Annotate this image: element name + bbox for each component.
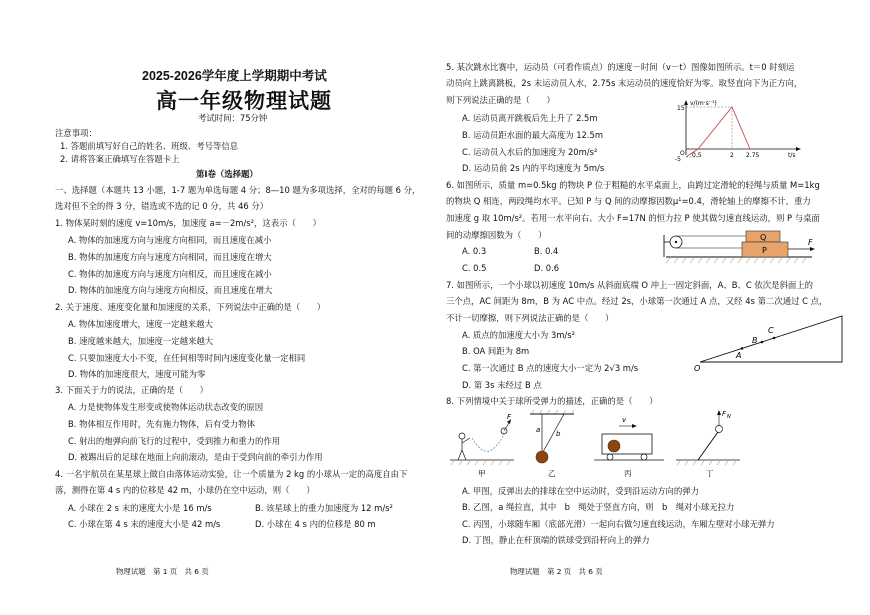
page-2-footer: 物理试题 第 2 页 共 6 页 <box>510 567 603 576</box>
graph-ylabel: v/(m·s⁻¹) <box>690 100 717 107</box>
graph-xtick-0.5: 0.5 <box>692 152 702 159</box>
figure-yi <box>530 410 574 478</box>
q2-option-d: D. 物体的加速度很大，速度可能为零 <box>68 369 206 379</box>
q2-stem: 2. 关于速度、速度变化量和加速度的关系，下列说法中正确的是（ ） <box>55 302 326 312</box>
graph-origin: O <box>680 150 685 157</box>
q5-option-b: B. 运动员距水面的最大高度为 12.5m <box>462 130 604 140</box>
caption-yi: 乙 <box>548 469 556 478</box>
caption-ding: 丁 <box>706 469 714 478</box>
q6-stem-line3: 加速度 g 取 10m/s²。若用一水平向右、大小 F=17N 的恒力拉 P 使其做匀速直线运动，则 P 与桌面 <box>446 213 820 223</box>
note-1: 1. 答题前填写好自己的姓名、班级、考号等信息 <box>60 141 239 151</box>
exam-header: 2025-2026学年度上学期期中考试 <box>142 69 327 83</box>
exam-time: 考试时间：75分钟 <box>198 113 268 123</box>
point-c-label: C <box>768 326 774 335</box>
q1-stem: 1. 物体某时刻的速度 v=10m/s，加速度 a=－2m/s²，这表示（ ） <box>55 218 322 228</box>
q4-option-b: B. 该星球上的重力加速度为 12 m/s² <box>255 503 393 513</box>
q6-option-a: A. 0.3 <box>462 246 487 256</box>
q8-option-d: D. 丁图，静止在杆顶端的铁球受到沿杆向上的弹力 <box>462 535 650 545</box>
q6-stem-line4: 间的动摩擦因数为（ ） <box>446 230 547 240</box>
q7-stem-line3: 不计一切摩擦，则下列说法正确的是（ ） <box>446 313 614 323</box>
q2-option-b: B. 速度越来越大，加速度一定越来越大 <box>68 336 214 346</box>
q8-option-a: A. 甲图，反弹出去的排球在空中运动时，受到沿运动方向的弹力 <box>462 486 700 496</box>
point-o-label: O <box>694 364 701 373</box>
q3-option-b: B. 物体相互作用时，先有施力物体，后有受力物体 <box>68 419 255 429</box>
q2-option-c: C. 只要加速度大小不变，在任何相等时间内速度变化量一定相同 <box>68 353 306 363</box>
q7-option-d: D. 第 3s 末经过 B 点 <box>462 380 542 390</box>
q7-stem-line1: 7. 如图所示，一个小球以初速度 10m/s 从斜面底端 O 冲上一固定斜面，A、B、C 依次是斜面上的 <box>446 280 814 290</box>
q2-option-a: A. 物体加速度增大，速度一定越来越大 <box>68 319 213 329</box>
q8-option-b: B. 乙图，a 绳拉直，其中 b 绳处于竖直方向，则 b 绳对小球无拉力 <box>462 502 735 512</box>
q5-stem-line2: 动员向上跳离跳板，2s 末运动员入水，2.75s 末运动员的速度恰好为零。取竖直向下为正方向， <box>446 78 803 88</box>
graph-y-top: 15 <box>677 105 685 112</box>
ding-normal-force-subscript: N <box>727 414 731 420</box>
yi-rope-b-label: b <box>556 430 561 438</box>
q6-option-b: B. 0.4 <box>534 246 559 256</box>
page-2 <box>436 0 870 615</box>
q3-option-c: C. 射出的炮弹向前飞行的过程中，受到推力和重力的作用 <box>68 436 281 446</box>
force-f-label: F <box>808 238 813 247</box>
q3-option-a: A. 力是使物体发生形变或使物体运动状态改变的原因 <box>68 402 264 412</box>
page-title: 高一年级物理试题 <box>156 88 332 113</box>
notes-title: 注意事项： <box>55 128 97 138</box>
q7-stem-line2: 三个点，AC 间距为 8m，B 为 AC 中点。经过 2s，小球第一次通过 A 点，又经 4s 第二次通过 C 点， <box>446 296 828 306</box>
part1-instructions-line1: 一、选择题（本题共 13 小题，1-7 题为单选每题 4 分；8—10 题为多项选择，全对的每题 6 分， <box>55 185 421 195</box>
q7-option-c: C. 第一次通过 B 点的速度大小一定为 2√3 m/s <box>462 363 639 373</box>
yi-rope-a-label: a <box>536 426 541 434</box>
figure-ding <box>676 410 740 478</box>
q6-pulley-diagram <box>662 225 820 265</box>
graph-y-bottom: -5 <box>675 156 681 163</box>
q4-stem-line2: 落，测得在第 4 s 内的位移是 42 m，小球仍在空中运动，则（ ） <box>55 485 315 495</box>
q5-option-c: C. 运动员入水后的加速度为 20m/s² <box>462 147 598 157</box>
q3-option-d: D. 被踢出后的足球在地面上向前滚动，是由于受到向前的牵引力作用 <box>68 452 323 462</box>
graph-xtick-2.75: 2.75 <box>746 152 760 159</box>
part1-instructions-line2: 选对但不全的得 3 分，错选或不选的记 0 分，共 46 分） <box>55 201 269 211</box>
q8-stem: 8. 下列情境中关于球所受弹力的描述，正确的是（ ） <box>446 396 658 406</box>
q5-stem-line1: 5. 某次跳水比赛中，运动员（可看作质点）的速度－时间（v－t）图像如图所示。t＝0 时刻运 <box>446 62 795 72</box>
page-1-footer: 物理试题 第 1 页 共 6 页 <box>116 567 209 576</box>
q4-option-c: C. 小球在第 4 s 末的速度大小是 42 m/s <box>68 519 221 529</box>
jia-force-label: F <box>507 413 512 421</box>
q7-incline-diagram <box>692 310 852 372</box>
q1-option-b: B. 物体的加速度方向与速度方向相同，而且速度在增大 <box>68 252 272 262</box>
q5-option-a: A. 运动员离开跳板后先上升了 2.5m <box>462 113 598 123</box>
q4-stem-line1: 4. 一名宇航员在某星球上做自由落体运动实验，让一个质量为 2 kg 的小球从一定的高度自由下 <box>55 469 408 479</box>
q6-stem-line1: 6. 如图所示，质量 m=0.5kg 的物块 P 位于粗糙的水平桌面上，由跨过定滑轮的轻绳与质量 M=1kg <box>446 180 820 190</box>
figure-bing <box>594 416 664 478</box>
point-a-label: A <box>736 351 742 360</box>
block-q-label: Q <box>760 233 767 242</box>
q4-option-a: A. 小球在 2 s 末的速度大小是 16 m/s <box>68 503 212 513</box>
q6-option-d: D. 0.6 <box>534 263 560 273</box>
q3-stem: 3. 下面关于力的说法，正确的是（ ） <box>55 385 209 395</box>
q6-option-c: C. 0.5 <box>462 263 487 273</box>
q7-option-b: B. OA 间距为 8m <box>462 346 530 356</box>
graph-xtick-2: 2 <box>730 152 734 159</box>
caption-bing: 丙 <box>624 469 632 478</box>
note-2: 2. 请将答案正确填写在答题卡上 <box>60 154 180 164</box>
figure-jia <box>450 413 514 478</box>
q1-option-c: C. 物体的加速度方向与速度方向相反，而且速度在减小 <box>68 269 272 279</box>
point-b-label: B <box>752 336 758 345</box>
q1-option-a: A. 物体的加速度方向与速度方向相同，而且速度在减小 <box>68 235 272 245</box>
q8-figures <box>444 408 744 480</box>
section-title: 第Ⅰ卷（选择题） <box>196 169 258 179</box>
bing-velocity-label: v <box>622 416 627 424</box>
block-p-label: P <box>762 246 767 255</box>
q8-option-c: C. 丙图，小球随车厢（底部光滑）一起向右做匀速直线运动，车厢左壁对小球无弹力 <box>462 519 775 529</box>
q5-option-d: D. 运动员前 2s 内的平均速度为 5m/s <box>462 163 605 173</box>
q5-stem-line3: 则下列说法正确的是（ ） <box>446 95 555 105</box>
q4-option-d: D. 小球在 4 s 内的位移是 80 m <box>255 519 376 529</box>
caption-jia: 甲 <box>478 469 486 478</box>
ding-normal-force-label: F <box>722 410 727 418</box>
graph-xlabel: t/s <box>788 152 796 159</box>
q7-option-a: A. 质点的加速度大小为 3m/s² <box>462 330 575 340</box>
q6-stem-line2: 的物块 Q 相连，两段绳均水平。已知 P 与 Q 间的动摩擦因数μ¹=0.4，滑轮轴上的摩擦不计，重力 <box>446 196 811 206</box>
page-1 <box>0 0 432 615</box>
q1-option-d: D. 物体的加速度方向与速度方向相反，而且速度在增大 <box>68 285 273 295</box>
q5-vt-graph <box>676 97 806 169</box>
